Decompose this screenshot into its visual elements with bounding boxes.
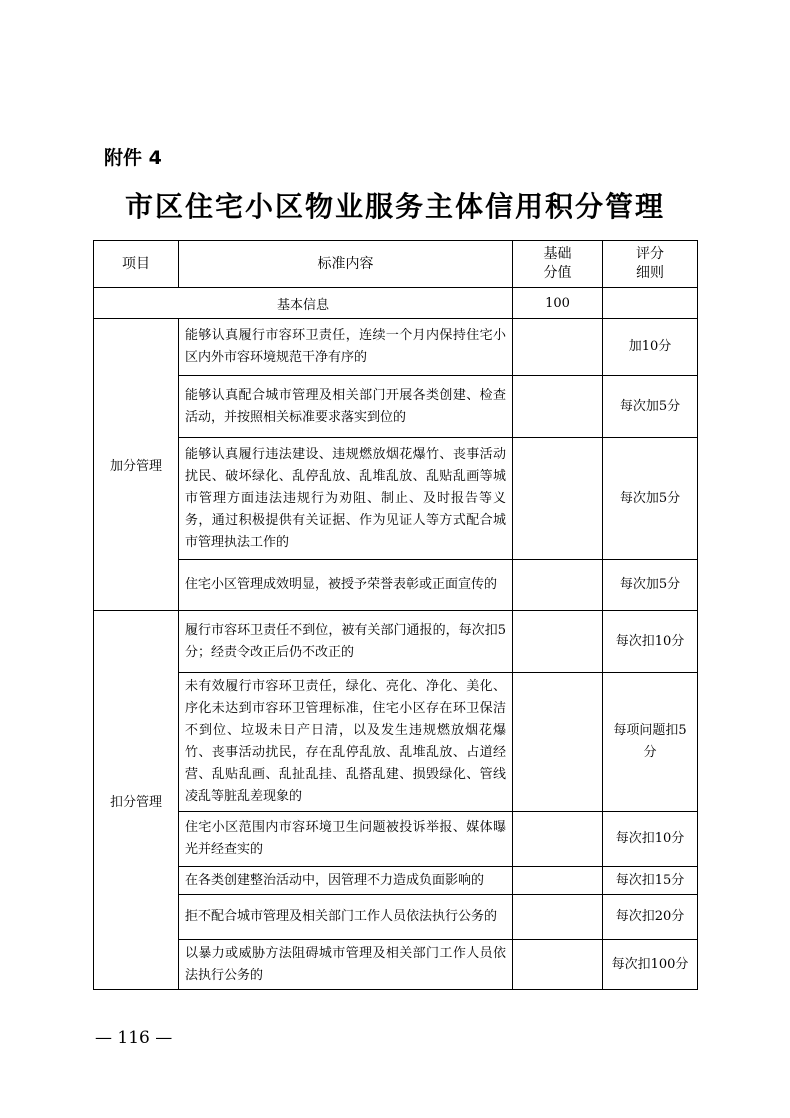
basic-info-row bbox=[94, 288, 698, 319]
deduction-content: 在各类创建整治活动中，因管理不力造成负面影响的 bbox=[179, 867, 513, 895]
bonus-category: 加分管理 bbox=[94, 319, 179, 611]
deduction-score: 每次扣100分 bbox=[603, 940, 698, 990]
table-row bbox=[94, 867, 698, 895]
bonus-content: 住宅小区管理成效明显，被授予荣誉表彰或正面宣传的 bbox=[179, 560, 513, 611]
table-row bbox=[94, 611, 698, 673]
header-detail-line2: 细则 bbox=[636, 265, 664, 281]
bonus-base bbox=[513, 319, 603, 376]
bonus-score: 每次加5分 bbox=[603, 438, 698, 560]
bonus-content: 能够认真履行市容环卫责任，连续一个月内保持住宅小区内外市容环境规范干净有序的 bbox=[179, 319, 513, 376]
credit-score-table bbox=[93, 240, 698, 990]
deduction-score: 每次扣10分 bbox=[603, 812, 698, 867]
header-detail-line1: 评分 bbox=[636, 246, 664, 262]
deduction-base bbox=[513, 895, 603, 940]
table-row bbox=[94, 812, 698, 867]
deduction-content: 住宅小区范围内市容环境卫生问题被投诉举报、媒体曝光并经查实的 bbox=[179, 812, 513, 867]
table-header-row bbox=[94, 241, 698, 288]
deduction-score: 每次扣20分 bbox=[603, 895, 698, 940]
header-base-line1: 基础 bbox=[543, 246, 572, 262]
table-row bbox=[94, 376, 698, 438]
deduction-base bbox=[513, 673, 603, 812]
bonus-score: 每次加5分 bbox=[603, 376, 698, 438]
header-score-detail bbox=[603, 241, 698, 288]
table-row bbox=[94, 895, 698, 940]
basic-info-detail bbox=[603, 288, 698, 319]
header-content: 标准内容 bbox=[179, 241, 513, 288]
deduction-category: 扣分管理 bbox=[94, 611, 179, 990]
deduction-content: 履行市容环卫责任不到位，被有关部门通报的，每次扣5分；经责令改正后仍不改正的 bbox=[179, 611, 513, 673]
bonus-base bbox=[513, 560, 603, 611]
page-number: — 116 — bbox=[95, 1028, 173, 1048]
attachment-label: 附件 4 bbox=[104, 147, 162, 169]
table-row bbox=[94, 560, 698, 611]
header-base-line2: 分值 bbox=[543, 265, 572, 281]
table-row bbox=[94, 438, 698, 560]
table-row bbox=[94, 940, 698, 990]
bonus-score: 加10分 bbox=[603, 319, 698, 376]
bonus-content: 能够认真履行违法建设、违规燃放烟花爆竹、丧事活动扰民、破坏绿化、乱停乱放、乱堆乱放、乱贴乱画等城市管理方面违法违规行为劝阻、制止、及时报告等义务，通过积极提供有关证据、作为见证人等方式配合城市管理执法工作的 bbox=[179, 438, 513, 560]
deduction-base bbox=[513, 940, 603, 990]
deduction-content: 未有效履行市容环卫责任，绿化、亮化、净化、美化、序化未达到市容环卫管理标准，住宅小区存在环卫保洁不到位、垃圾未日产日清，以及发生违规燃放烟花爆竹、丧事活动扰民，存在乱停乱放、乱堆乱放、占道经营、乱贴乱画、乱扯乱挂、乱搭乱建、损毁绿化、管线凌乱等脏乱差现象的 bbox=[179, 673, 513, 812]
document-title: 市区住宅小区物业服务主体信用积分管理 bbox=[124, 190, 665, 223]
deduction-base bbox=[513, 812, 603, 867]
deduction-content: 以暴力或威胁方法阻碍城市管理及相关部门工作人员依法执行公务的 bbox=[179, 940, 513, 990]
deduction-score: 每次扣15分 bbox=[603, 867, 698, 895]
deduction-score: 每次扣10分 bbox=[603, 611, 698, 673]
table-row bbox=[94, 319, 698, 376]
header-base-score bbox=[513, 241, 603, 288]
deduction-base bbox=[513, 867, 603, 895]
bonus-base bbox=[513, 376, 603, 438]
bonus-base bbox=[513, 438, 603, 560]
deduction-score: 每项问题扣5分 bbox=[603, 673, 698, 812]
header-item: 项目 bbox=[94, 241, 179, 288]
deduction-content: 拒不配合城市管理及相关部门工作人员依法执行公务的 bbox=[179, 895, 513, 940]
bonus-content: 能够认真配合城市管理及相关部门开展各类创建、检查活动，并按照相关标准要求落实到位的 bbox=[179, 376, 513, 438]
basic-info-label: 基本信息 bbox=[94, 288, 513, 319]
basic-info-value: 100 bbox=[513, 288, 603, 319]
bonus-score: 每次加5分 bbox=[603, 560, 698, 611]
table-row bbox=[94, 673, 698, 812]
deduction-base bbox=[513, 611, 603, 673]
